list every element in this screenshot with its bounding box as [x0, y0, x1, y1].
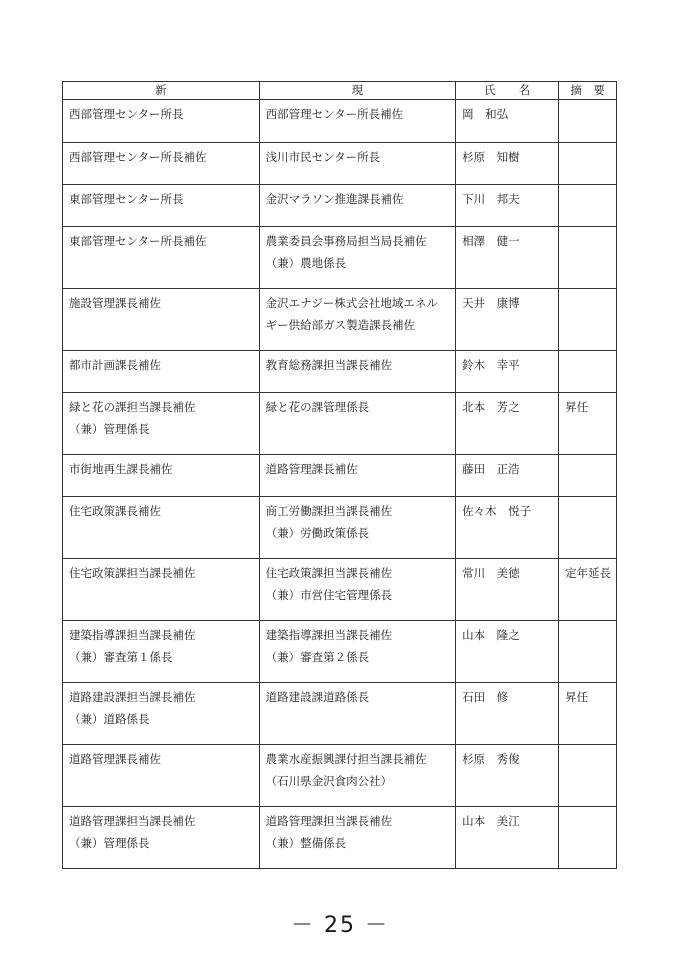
new-position-line: 道路建設課担当課長補佐: [69, 690, 196, 704]
new-position-cell: [63, 393, 260, 455]
header-new: 新: [63, 82, 260, 100]
note-cell: [559, 621, 617, 683]
note-cell: [559, 455, 617, 497]
note-cell: [559, 100, 617, 143]
person-name: 山本 美江: [462, 814, 520, 828]
header-current: 現: [259, 82, 456, 100]
note-cell: [559, 497, 617, 559]
table-row: [63, 621, 617, 683]
header-note: 摘 要: [559, 82, 617, 100]
table-row: [63, 393, 617, 455]
current-position-line: （兼）市営住宅管理係長: [265, 588, 393, 602]
person-name-cell: [456, 143, 559, 185]
person-name-cell: [456, 807, 559, 869]
note-cell: [559, 745, 617, 807]
current-position-line: 道路建設課道路係長: [265, 690, 370, 704]
person-name-cell: [456, 100, 559, 143]
table-row: [63, 807, 617, 869]
person-name: 佐々木 悦子: [462, 504, 532, 518]
new-position-line: 市街地再生課長補佐: [69, 462, 173, 476]
person-name-cell: [456, 393, 559, 455]
person-name-cell: [456, 559, 559, 621]
person-name: 鈴木 幸平: [462, 358, 520, 372]
note-cell: [559, 807, 617, 869]
current-position-line: 建築指導課担当課長補佐: [265, 628, 393, 642]
new-position-line: 西部管理センター所長補佐: [69, 150, 207, 164]
new-position-line: （兼）管理係長: [69, 836, 150, 850]
note-cell: [559, 143, 617, 185]
table-row: [63, 100, 617, 143]
table-row: [63, 559, 617, 621]
person-name: 杉原 知樹: [462, 150, 520, 164]
person-name-cell: [456, 227, 559, 289]
current-position-line: 商工労働課担当課長補佐: [265, 504, 393, 518]
page-number: － 25 －: [291, 913, 389, 938]
table-row: [63, 683, 617, 745]
current-position-line: 道路管理課担当課長補佐: [265, 814, 393, 828]
table-row: [63, 289, 617, 351]
new-position-line: 都市計画課長補佐: [69, 358, 161, 372]
new-position-cell: [63, 683, 260, 745]
new-position-cell: [63, 227, 260, 289]
person-name-cell: [456, 621, 559, 683]
note-cell: [559, 227, 617, 289]
current-position-cell: [259, 683, 456, 745]
current-position-line: 住宅政策課担当課長補佐: [265, 566, 393, 580]
person-name: 藤田 正浩: [462, 462, 520, 476]
current-position-cell: [259, 227, 456, 289]
header-name: 氏 名: [456, 82, 559, 100]
current-position-line: （兼）労働政策係長: [265, 526, 370, 540]
person-name: 杉原 秀俊: [462, 752, 520, 766]
current-position-line: 教育総務課担当課長補佐: [265, 358, 393, 372]
person-name-cell: [456, 745, 559, 807]
table-row: [63, 497, 617, 559]
current-position-cell: [259, 621, 456, 683]
current-position-line: （兼）農地係長: [265, 256, 347, 270]
note-cell: [559, 351, 617, 393]
table-row: [63, 455, 617, 497]
new-position-line: 道路管理課長補佐: [69, 752, 161, 766]
current-position-line: 金沢マラソン推進課長補佐: [265, 192, 404, 206]
table-row: [63, 143, 617, 185]
new-position-line: 東部管理センター所長: [69, 192, 184, 206]
person-name-cell: [456, 289, 559, 351]
header-row: [63, 82, 617, 100]
note-cell: [559, 683, 617, 745]
current-position-line: 道路管理課長補佐: [265, 462, 358, 476]
new-position-cell: [63, 745, 260, 807]
new-position-line: 緑と花の課担当課長補佐: [69, 400, 196, 414]
new-position-cell: [63, 289, 260, 351]
person-name: 岡 和弘: [462, 107, 509, 121]
person-name: 北本 芳之: [462, 400, 520, 414]
table-row: [63, 745, 617, 807]
new-position-cell: [63, 621, 260, 683]
current-position-cell: [259, 455, 456, 497]
note-cell: [559, 393, 617, 455]
current-position-cell: [259, 185, 456, 227]
new-position-cell: [63, 351, 260, 393]
personnel-table: [62, 81, 617, 869]
person-name-cell: [456, 455, 559, 497]
current-position-line: 西部管理センター所長補佐: [265, 107, 404, 121]
new-position-line: 東部管理センター所長補佐: [69, 234, 207, 248]
current-position-cell: [259, 351, 456, 393]
note-text: 昇任: [565, 400, 589, 414]
new-position-cell: [63, 559, 260, 621]
new-position-line: （兼）管理係長: [69, 422, 150, 436]
new-position-cell: [63, 100, 260, 143]
current-position-line: 金沢エナジー株式会社地域エネル: [265, 296, 438, 310]
current-position-line: （兼）整備係長: [265, 836, 347, 850]
current-position-cell: [259, 143, 456, 185]
current-position-line: 農業水産振興課付担当課長補佐: [265, 752, 427, 766]
note-cell: [559, 559, 617, 621]
table-row: [63, 227, 617, 289]
current-position-line: 農業委員会事務局担当局長補佐: [265, 234, 427, 248]
note-text: 昇任: [565, 690, 589, 704]
table-row: [63, 185, 617, 227]
person-name-cell: [456, 185, 559, 227]
person-name: 天井 康博: [462, 296, 520, 310]
new-position-cell: [63, 455, 260, 497]
new-position-line: （兼）道路係長: [69, 712, 150, 726]
new-position-line: 道路管理課担当課長補佐: [69, 814, 196, 828]
new-position-cell: [63, 143, 260, 185]
new-position-cell: [63, 807, 260, 869]
current-position-cell: [259, 559, 456, 621]
current-position-line: （兼）審査第２係長: [265, 650, 370, 664]
new-position-line: 西部管理センター所長: [69, 107, 184, 121]
person-name-cell: [456, 351, 559, 393]
new-position-line: 住宅政策課長補佐: [69, 504, 161, 518]
person-name: 常川 美徳: [462, 566, 520, 580]
person-name: 石田 修: [462, 690, 509, 704]
new-position-line: （兼）審査第１係長: [69, 650, 173, 664]
current-position-cell: [259, 289, 456, 351]
person-name: 下川 邦夫: [462, 192, 520, 206]
current-position-cell: [259, 100, 456, 143]
current-position-cell: [259, 745, 456, 807]
current-position-line: 浅川市民センター所長: [265, 150, 381, 164]
current-position-line: （石川県金沢食肉公社）: [265, 774, 393, 788]
table-row: [63, 351, 617, 393]
new-position-line: 施設管理課長補佐: [69, 296, 161, 310]
new-position-cell: [63, 497, 260, 559]
person-name: 山本 隆之: [462, 628, 520, 642]
person-name-cell: [456, 683, 559, 745]
new-position-cell: [63, 185, 260, 227]
current-position-line: 緑と花の課管理係長: [265, 400, 370, 414]
note-cell: [559, 289, 617, 351]
current-position-cell: [259, 807, 456, 869]
current-position-cell: [259, 497, 456, 559]
current-position-cell: [259, 393, 456, 455]
new-position-line: 建築指導課担当課長補佐: [69, 628, 196, 642]
note-cell: [559, 185, 617, 227]
person-name-cell: [456, 497, 559, 559]
person-name: 相澤 健一: [462, 234, 520, 248]
note-text: 定年延長: [565, 566, 612, 580]
current-position-line: ギー供給部ガス製造課長補佐: [265, 318, 416, 332]
new-position-line: 住宅政策課担当課長補佐: [69, 566, 196, 580]
